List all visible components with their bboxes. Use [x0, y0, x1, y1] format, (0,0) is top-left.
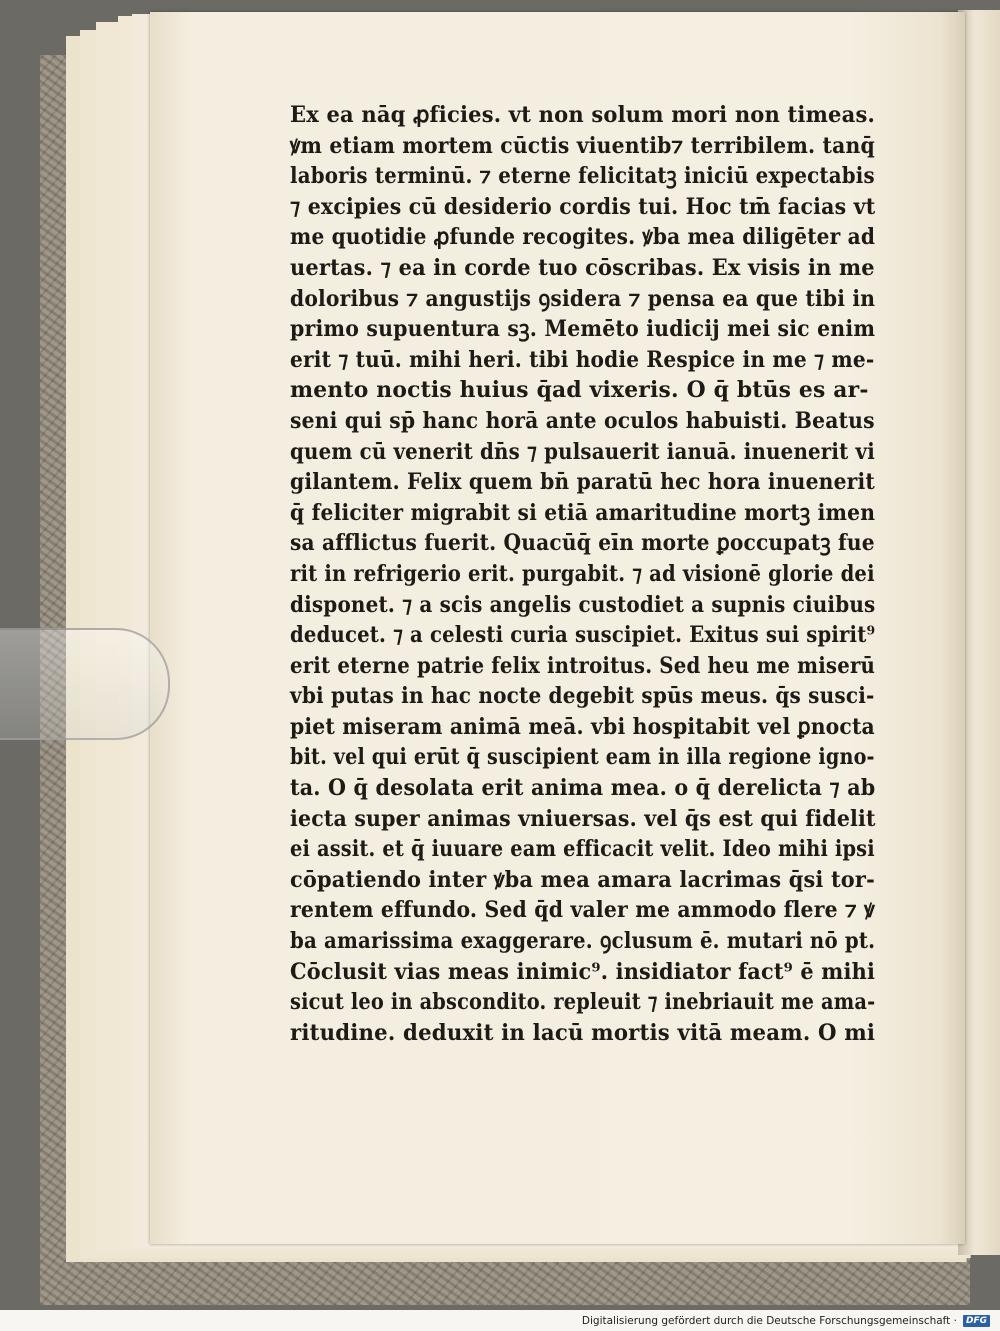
text-line: disponet. ⁊ a scis angelis custodiet a supnis ciuibus — [290, 591, 876, 618]
text-line: Ex ea nāq ꝓficies. vt non solum mori non timeas. — [290, 102, 875, 128]
text-line: bit. vel qui erūt q̄ suscipient eam in illa regione igno- — [290, 744, 875, 771]
credit-text: Digitalisierung gefördert durch die Deutsche Forschungsgemeinschaft · — [581, 1314, 957, 1327]
text-line: me quotidie ꝓfunde recogites. ꝟba mea diligēter ad — [290, 224, 876, 251]
text-line: quem cū venerit dn̄s ⁊ pulsauerit ianuā. inuenerit vi — [290, 438, 875, 465]
text-line: ꝟm etiam mortem cūctis viuentib⁊ terribilem. tanq̄ — [290, 132, 875, 159]
text-line: rit in refrigerio erit. purgabit. ⁊ ad visionē glorie dei — [290, 560, 875, 587]
text-line: q̄ feliciter migrabit si etiā amaritudine mortꝫ imen — [290, 499, 876, 526]
text-line: erit eterne patrie felix introitus. Sed heu me miserū — [290, 652, 876, 679]
text-line: ta. O q̄ desolata erit anima mea. o q̄ derelicta ⁊ ab — [290, 775, 876, 802]
text-line: doloribus ⁊ angustijs ꝯsidera ⁊ pensa ea que tibi in — [290, 285, 876, 312]
text-line: sicut leo in abscondito. repleuit ⁊ inebriauit me ama- — [290, 989, 876, 1016]
text-line: vbi putas in hac nocte degebit spūs meus. q̄s susci- — [290, 683, 875, 710]
digitization-credit — [582, 1312, 990, 1329]
text-line: gilantem. Felix quem bn̄ paratū hec hora inuenerit — [290, 469, 875, 496]
text-line: laboris terminū. ⁊ eterne felicitatꝫ iniciū expectabis — [290, 163, 875, 190]
text-line: erit ⁊ tuū. mihi heri. tibi hodie Respice in me ⁊ me- — [290, 346, 875, 373]
text-line: piet miseram animā meā. vbi hospitabit vel ꝑnocta — [290, 713, 875, 740]
dfg-logo: DFG — [963, 1315, 990, 1327]
text-line: rentem effundo. Sed q̄d valer me ammodo flere ⁊ ꝟ — [290, 897, 875, 924]
text-line: mento noctis huius q̄ad vixeris. O q̄ btūs es ar- — [290, 377, 869, 404]
text-line: ei assit. et q̄ iuuare eam efficacit velit. Ideo mihi ipsi — [290, 836, 875, 863]
text-line: deducet. ⁊ a celesti curia suscipiet. Exitus sui spirit⁹ — [290, 622, 876, 649]
text-line: sa afflictus fuerit. Quacūq̄ eīn morte ꝑoccupatꝫ fue — [290, 530, 875, 557]
text-line: seni qui sp̄ hanc horā ante oculos habuisti. Beatus — [290, 407, 875, 434]
text-line: uertas. ⁊ ea in corde tuo cōscribas. Ex visis in me — [290, 254, 875, 281]
text-line: ritudine. deduxit in lacū mortis vitā meam. O mi — [290, 1019, 876, 1046]
text-line: primo supuentura sꝫ. Memēto iudicij mei sic enim — [290, 316, 876, 343]
text-line: ⁊ excipies cū desiderio cordis tui. Hoc tm̄ facias vt — [290, 193, 876, 220]
text-line: cōpatiendo inter ꝟba mea amara lacrimas q̄si tor- — [290, 866, 875, 893]
page-holder-clip — [0, 628, 170, 740]
text-line: ba amarissima exaggerare. ꝯclusum ē. mutari nō pt. — [290, 928, 876, 955]
text-line: Cōclusit vias meas inimic⁹. insidiator fact⁹ ē mihi — [290, 958, 876, 985]
page-text — [290, 100, 880, 1048]
text-line: iecta super animas vniuersas. vel q̄s est qui fidelit — [290, 805, 876, 832]
